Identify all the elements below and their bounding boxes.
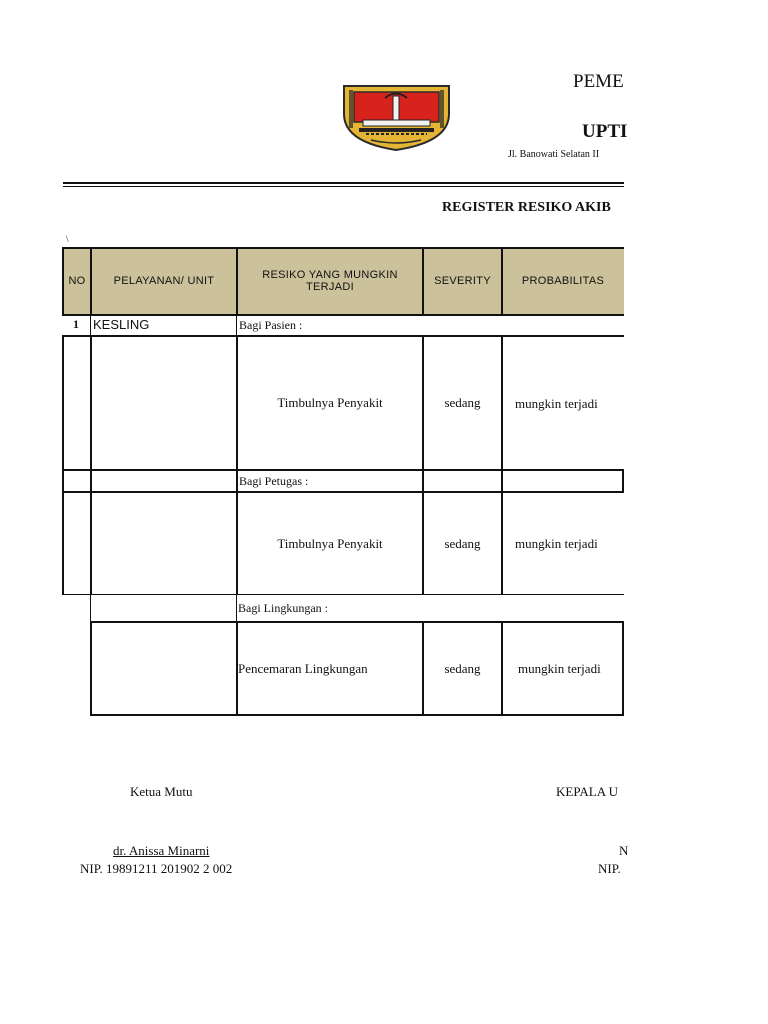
- header-agency-line: PEME: [573, 71, 624, 92]
- table-border: [622, 621, 624, 716]
- probability-cell: mungkin terjadi: [515, 536, 598, 551]
- table-border: [62, 594, 624, 595]
- table-border: [422, 247, 424, 316]
- header-unit-line: UPTI: [582, 121, 628, 142]
- table-border: [90, 316, 91, 336]
- signature-right-name: N: [619, 843, 629, 858]
- table-border: [62, 247, 624, 249]
- table-border: [62, 471, 64, 493]
- probability-cell: mungkin terjadi: [518, 661, 601, 676]
- table-border: [236, 316, 237, 336]
- header-address: Jl. Banowati Selatan II: [508, 149, 600, 160]
- table-border: [622, 471, 624, 493]
- table-border: [501, 247, 503, 316]
- table-border: [90, 493, 92, 595]
- signature-left-name: dr. Anissa Minarni: [113, 843, 210, 858]
- severity-cell: sedang: [444, 660, 481, 676]
- table-border: [62, 335, 64, 471]
- section-label-pasien: Bagi Pasien :: [239, 318, 303, 332]
- table-border: [62, 314, 624, 316]
- risk-cell: Pencemaran Lingkungan: [238, 661, 368, 676]
- government-crest-icon: [341, 84, 452, 152]
- signature-left-nip: NIP. 19891211 201902 2 002: [80, 861, 233, 876]
- table-border: [90, 714, 624, 716]
- table-border: [90, 247, 92, 316]
- severity-cell: sedang: [444, 395, 481, 410]
- table-border: [90, 595, 91, 622]
- signature-right-nip: NIP.: [598, 861, 621, 876]
- row-number: 1: [73, 317, 79, 331]
- table-border: [90, 621, 624, 623]
- table-border: [236, 595, 237, 622]
- table-border: [90, 621, 92, 716]
- probability-cell: mungkin terjadi: [515, 396, 598, 411]
- table-border: [501, 335, 503, 471]
- table-border: [422, 471, 424, 493]
- table-border: [236, 471, 238, 493]
- table-border: [236, 247, 238, 316]
- column-header-no: NO: [63, 248, 91, 314]
- section-label-petugas: Bagi Petugas :: [239, 474, 309, 488]
- header-divider-thin: [63, 186, 624, 187]
- section-label-lingkungan: Bagi Lingkungan :: [238, 601, 328, 615]
- table-border: [501, 493, 503, 595]
- signature-right-role: KEPALA U: [556, 784, 619, 799]
- column-header-severity: SEVERITY: [423, 248, 502, 314]
- risk-cell: Timbulnya Penyakit: [277, 395, 383, 410]
- table-border: [90, 335, 92, 471]
- column-header-unit: PELAYANAN/ UNIT: [91, 248, 237, 314]
- table-border: [501, 621, 503, 716]
- table-border: [90, 471, 92, 493]
- header-divider: [63, 182, 624, 184]
- table-border: [501, 471, 503, 493]
- column-header-risk: RESIKO YANG MUNGKIN TERJADI: [237, 248, 423, 314]
- signature-left-role: Ketua Mutu: [130, 784, 193, 799]
- table-border: [62, 469, 624, 471]
- table-border: [62, 247, 64, 316]
- document-title: REGISTER RESIKO AKIB: [442, 200, 611, 215]
- severity-cell: sedang: [444, 535, 481, 551]
- column-header-probability: PROBABILITAS: [502, 248, 624, 314]
- risk-cell: Timbulnya Penyakit: [277, 535, 383, 551]
- table-border: [62, 493, 64, 595]
- stray-mark: \: [66, 234, 69, 244]
- unit-name: KESLING: [93, 317, 150, 332]
